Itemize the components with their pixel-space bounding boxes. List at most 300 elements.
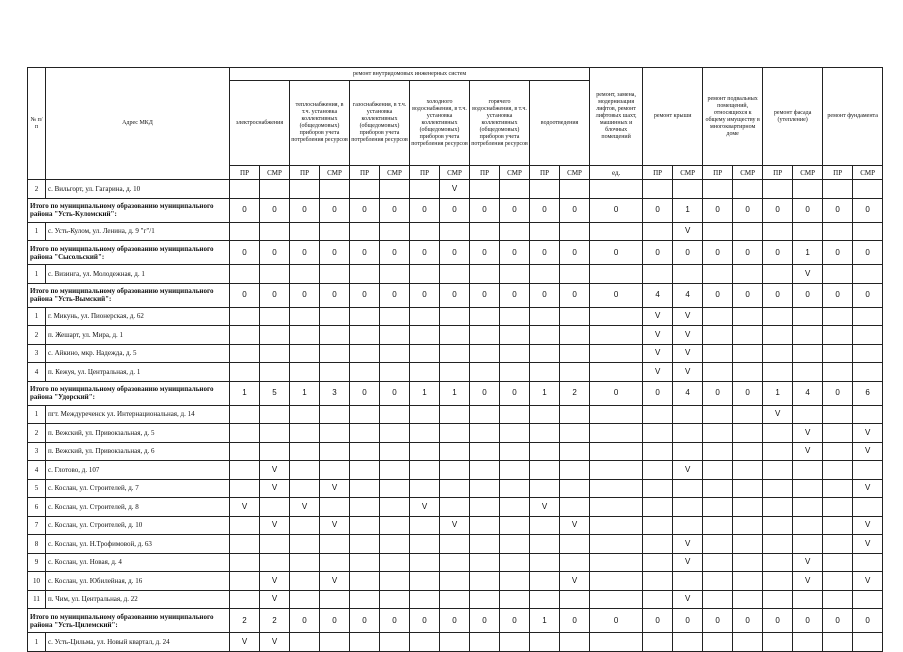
mark-cell: [733, 442, 763, 461]
mark-cell: [500, 498, 530, 517]
total-value-cell: 0: [673, 609, 703, 633]
mark-cell: [470, 405, 500, 424]
mark-cell: [530, 180, 560, 199]
mark-cell: [793, 633, 823, 652]
mark-cell: [500, 442, 530, 461]
mark-cell: [793, 222, 823, 241]
header-num: № п/п: [28, 68, 46, 180]
mark-cell: [673, 479, 703, 498]
mark-cell: [500, 553, 530, 572]
mark-cell: [470, 479, 500, 498]
mark-cell: [380, 180, 410, 199]
row-address: с. Кослан, ул. Строителей, д. 8: [46, 498, 230, 517]
total-value-cell: 1: [410, 381, 440, 405]
mark-cell: [350, 265, 380, 284]
mark-cell: [350, 498, 380, 517]
total-value-cell: 0: [500, 381, 530, 405]
mark-cell: [410, 307, 440, 326]
mark-cell: [763, 516, 793, 535]
total-value-cell: 0: [410, 283, 440, 307]
mark-cell: [560, 265, 590, 284]
mark-cell: [410, 590, 440, 609]
mark-cell: [350, 180, 380, 199]
total-value-cell: 0: [500, 198, 530, 222]
subheader-smr: СМР: [320, 166, 350, 180]
mark-cell: [260, 180, 290, 199]
total-value-cell: 0: [410, 241, 440, 265]
total-label: Итого по муниципальному образованию муниципального района "Сысольский":: [28, 241, 230, 265]
mark-cell: [793, 516, 823, 535]
row-number: 6: [28, 498, 46, 517]
mark-cell: [853, 222, 883, 241]
total-row: [28, 283, 883, 307]
mark-cell: [470, 516, 500, 535]
row-number: 3: [28, 442, 46, 461]
mark-cell: [380, 572, 410, 591]
mark-cell: [380, 590, 410, 609]
mark-cell: [470, 424, 500, 443]
mark-cell: [350, 424, 380, 443]
total-value-cell: 0: [643, 241, 673, 265]
mark-cell: [763, 363, 793, 382]
mark-cell: [733, 572, 763, 591]
mark-cell: [590, 222, 643, 241]
row-number: 9: [28, 553, 46, 572]
mark-cell: [763, 553, 793, 572]
total-value-cell: 0: [470, 609, 500, 633]
row-number: 1: [28, 307, 46, 326]
mark-cell: [793, 326, 823, 345]
total-value-cell: 0: [440, 198, 470, 222]
subheader-smr: СМР: [500, 166, 530, 180]
mark-cell: V: [230, 498, 260, 517]
total-value-cell: 0: [500, 241, 530, 265]
mark-cell: [733, 326, 763, 345]
mark-cell: [500, 633, 530, 652]
mark-cell: [793, 180, 823, 199]
mark-cell: [320, 498, 350, 517]
mark-cell: [320, 222, 350, 241]
mark-cell: [590, 442, 643, 461]
mark-cell: [793, 405, 823, 424]
total-value-cell: 0: [530, 241, 560, 265]
mark-cell: [290, 633, 320, 652]
total-value-cell: 0: [560, 241, 590, 265]
mark-cell: [290, 535, 320, 554]
total-value-cell: 0: [440, 609, 470, 633]
mark-cell: [793, 344, 823, 363]
row-number: 3: [28, 344, 46, 363]
row-number: 10: [28, 572, 46, 591]
mark-cell: V: [673, 222, 703, 241]
mark-cell: V: [440, 180, 470, 199]
total-value-cell: 0: [230, 241, 260, 265]
table-row: [28, 461, 883, 480]
mark-cell: [350, 307, 380, 326]
row-address: с. Кослан, ул. Строителей, д. 10: [46, 516, 230, 535]
mark-cell: V: [320, 516, 350, 535]
total-value-cell: 0: [290, 609, 320, 633]
total-value-cell: 0: [673, 241, 703, 265]
total-value-cell: 0: [350, 381, 380, 405]
mark-cell: [733, 553, 763, 572]
mark-cell: [823, 572, 853, 591]
mark-cell: V: [320, 572, 350, 591]
mark-cell: [733, 424, 763, 443]
total-value-cell: 1: [530, 381, 560, 405]
row-number: 2: [28, 326, 46, 345]
mark-cell: [380, 326, 410, 345]
mark-cell: V: [260, 633, 290, 652]
mark-cell: [230, 461, 260, 480]
total-value-cell: 0: [530, 198, 560, 222]
mark-cell: [290, 590, 320, 609]
mark-cell: [470, 363, 500, 382]
total-value-cell: 0: [763, 283, 793, 307]
mark-cell: [643, 535, 673, 554]
mark-cell: [470, 461, 500, 480]
mark-cell: V: [673, 553, 703, 572]
header-roof: ремонт крыши: [643, 68, 703, 166]
header-electricity: электроснабжения: [230, 81, 290, 166]
mark-cell: [260, 553, 290, 572]
mark-cell: [823, 180, 853, 199]
header-heating: теплоснабжения, в т.ч. установка коллективных (общедомовых) приборов учета потребления ресурсов: [290, 81, 350, 166]
mark-cell: [763, 633, 793, 652]
total-value-cell: 0: [853, 241, 883, 265]
total-value-cell: 1: [673, 198, 703, 222]
mark-cell: [380, 442, 410, 461]
mark-cell: V: [673, 344, 703, 363]
header-hot-water: горячего водоснабжения, в т.ч. установка коллективных (общедомовых) приборов учета потребления ресурсов: [470, 81, 530, 166]
mark-cell: [590, 479, 643, 498]
mark-cell: [230, 479, 260, 498]
mark-cell: [673, 516, 703, 535]
row-number: 1: [28, 265, 46, 284]
total-value-cell: 0: [260, 283, 290, 307]
mark-cell: [530, 326, 560, 345]
mark-cell: [643, 265, 673, 284]
mark-cell: [560, 307, 590, 326]
row-address: с. Кослан, ул. Н.Трофимовой, д. 63: [46, 535, 230, 554]
mark-cell: V: [793, 265, 823, 284]
mark-cell: [823, 363, 853, 382]
row-address: г. Микунь, ул. Пионерская, д. 62: [46, 307, 230, 326]
mark-cell: [440, 590, 470, 609]
mark-cell: [350, 405, 380, 424]
mark-cell: [763, 498, 793, 517]
mark-cell: [703, 180, 733, 199]
mark-cell: [410, 363, 440, 382]
mark-cell: [560, 479, 590, 498]
subheader-smr: СМР: [673, 166, 703, 180]
mark-cell: [590, 265, 643, 284]
mark-cell: [853, 590, 883, 609]
mark-cell: [380, 222, 410, 241]
row-number: 4: [28, 461, 46, 480]
mark-cell: [673, 498, 703, 517]
mark-cell: [530, 344, 560, 363]
mark-cell: [230, 424, 260, 443]
mark-cell: [703, 363, 733, 382]
mark-cell: [410, 572, 440, 591]
mark-cell: [440, 535, 470, 554]
mark-cell: [703, 590, 733, 609]
mark-cell: [643, 498, 673, 517]
mark-cell: [853, 405, 883, 424]
total-value-cell: 0: [470, 198, 500, 222]
mark-cell: [290, 222, 320, 241]
total-value-cell: 4: [643, 283, 673, 307]
total-value-cell: 1: [230, 381, 260, 405]
total-value-cell: 0: [733, 609, 763, 633]
mark-cell: [320, 535, 350, 554]
mark-cell: [320, 265, 350, 284]
mark-cell: [853, 265, 883, 284]
mark-cell: [440, 461, 470, 480]
mark-cell: [470, 265, 500, 284]
mark-cell: V: [560, 516, 590, 535]
header-engineering-systems: ремонт внутридомовых инженерных систем: [230, 68, 590, 81]
mark-cell: V: [530, 498, 560, 517]
mark-cell: [733, 461, 763, 480]
header-foundation: ремонт фундамента: [823, 68, 883, 166]
table-row: [28, 222, 883, 241]
header-facade: ремонт фасада (утепление): [763, 68, 823, 166]
mark-cell: [260, 265, 290, 284]
mark-cell: [230, 344, 260, 363]
mark-cell: [350, 363, 380, 382]
mark-cell: [823, 633, 853, 652]
mark-cell: [350, 442, 380, 461]
subheader-pr: ПР: [763, 166, 793, 180]
total-value-cell: 0: [380, 198, 410, 222]
subheader-pr: ПР: [230, 166, 260, 180]
total-value-cell: 0: [793, 198, 823, 222]
subheader-pr: ПР: [643, 166, 673, 180]
mark-cell: [500, 307, 530, 326]
mark-cell: [530, 516, 560, 535]
table-body: [28, 180, 883, 652]
row-address: с. Визинга, ул. Молодежная, д. 1: [46, 265, 230, 284]
total-label: Итого по муниципальному образованию муниципального района "Усть-Куломский":: [28, 198, 230, 222]
total-value-cell: 0: [260, 198, 290, 222]
mark-cell: [440, 265, 470, 284]
mark-cell: [500, 572, 530, 591]
mark-cell: [703, 572, 733, 591]
mark-cell: [703, 461, 733, 480]
row-address: с. Усть-Цильма, ул. Новый квартал, д. 24: [46, 633, 230, 652]
mark-cell: [853, 326, 883, 345]
mark-cell: [560, 498, 590, 517]
mark-cell: [590, 405, 643, 424]
mark-cell: [733, 344, 763, 363]
mark-cell: V: [793, 442, 823, 461]
table-row: [28, 180, 883, 199]
row-address: с. Кослан, ул. Юбилейная, д. 16: [46, 572, 230, 591]
mark-cell: V: [673, 590, 703, 609]
mark-cell: [380, 265, 410, 284]
row-number: 4: [28, 363, 46, 382]
mark-cell: [470, 326, 500, 345]
mark-cell: [230, 265, 260, 284]
row-number: 1: [28, 222, 46, 241]
mark-cell: [410, 516, 440, 535]
total-value-cell: 0: [823, 283, 853, 307]
mark-cell: [500, 265, 530, 284]
mark-cell: [500, 363, 530, 382]
mark-cell: V: [853, 572, 883, 591]
mark-cell: [590, 516, 643, 535]
mark-cell: V: [260, 461, 290, 480]
mark-cell: [290, 461, 320, 480]
mark-cell: [440, 633, 470, 652]
total-value-cell: 0: [763, 609, 793, 633]
table-row: [28, 442, 883, 461]
repair-program-table: [27, 67, 883, 652]
mark-cell: V: [853, 535, 883, 554]
total-value-cell: 0: [703, 609, 733, 633]
mark-cell: [733, 405, 763, 424]
subheader-pr: ПР: [470, 166, 500, 180]
table-row: [28, 498, 883, 517]
total-value-cell: 5: [260, 381, 290, 405]
mark-cell: [733, 516, 763, 535]
mark-cell: [590, 424, 643, 443]
row-address: п. Вежский, ул. Привокзальная, д. 5: [46, 424, 230, 443]
mark-cell: [733, 180, 763, 199]
mark-cell: [560, 633, 590, 652]
mark-cell: [590, 180, 643, 199]
mark-cell: V: [230, 633, 260, 652]
mark-cell: [763, 590, 793, 609]
mark-cell: [643, 424, 673, 443]
mark-cell: [470, 633, 500, 652]
mark-cell: [500, 424, 530, 443]
mark-cell: [703, 344, 733, 363]
mark-cell: [590, 590, 643, 609]
mark-cell: V: [560, 572, 590, 591]
total-row: [28, 381, 883, 405]
total-value-cell: 0: [643, 609, 673, 633]
mark-cell: [440, 424, 470, 443]
mark-cell: V: [673, 461, 703, 480]
mark-cell: [410, 442, 440, 461]
mark-cell: [350, 344, 380, 363]
mark-cell: [380, 535, 410, 554]
mark-cell: [500, 461, 530, 480]
mark-cell: [560, 590, 590, 609]
total-value-cell: 0: [350, 241, 380, 265]
table-row: [28, 424, 883, 443]
total-value-cell: 0: [470, 381, 500, 405]
total-value-cell: 0: [793, 609, 823, 633]
mark-cell: [530, 307, 560, 326]
mark-cell: [320, 405, 350, 424]
row-address: с. Усть-Кулом, ул. Ленина, д. 9 "г"/1: [46, 222, 230, 241]
mark-cell: [290, 424, 320, 443]
mark-cell: [470, 222, 500, 241]
header-drainage: водоотведения: [530, 81, 590, 166]
mark-cell: [470, 344, 500, 363]
mark-cell: V: [793, 424, 823, 443]
total-value-cell: 0: [853, 609, 883, 633]
mark-cell: [733, 222, 763, 241]
mark-cell: [470, 553, 500, 572]
mark-cell: [853, 498, 883, 517]
mark-cell: [763, 344, 793, 363]
mark-cell: [230, 535, 260, 554]
mark-cell: [793, 461, 823, 480]
mark-cell: [290, 516, 320, 535]
mark-cell: [643, 222, 673, 241]
mark-cell: [290, 553, 320, 572]
mark-cell: [823, 516, 853, 535]
total-value-cell: 0: [380, 283, 410, 307]
total-value-cell: 4: [673, 283, 703, 307]
mark-cell: [290, 479, 320, 498]
header-address: Адрес МКД: [46, 68, 230, 180]
mark-cell: [673, 633, 703, 652]
mark-cell: V: [440, 516, 470, 535]
mark-cell: [590, 535, 643, 554]
mark-cell: [763, 222, 793, 241]
mark-cell: [703, 326, 733, 345]
mark-cell: V: [410, 498, 440, 517]
mark-cell: [230, 572, 260, 591]
mark-cell: [703, 222, 733, 241]
mark-cell: [530, 572, 560, 591]
mark-cell: [793, 479, 823, 498]
total-value-cell: 0: [560, 609, 590, 633]
mark-cell: [260, 442, 290, 461]
mark-cell: [350, 461, 380, 480]
mark-cell: [230, 307, 260, 326]
mark-cell: [643, 405, 673, 424]
mark-cell: [530, 633, 560, 652]
mark-cell: [560, 363, 590, 382]
total-value-cell: 2: [230, 609, 260, 633]
mark-cell: [260, 424, 290, 443]
mark-cell: [560, 344, 590, 363]
total-value-cell: 0: [530, 283, 560, 307]
mark-cell: [320, 326, 350, 345]
total-value-cell: 0: [350, 609, 380, 633]
total-value-cell: 0: [590, 381, 643, 405]
total-value-cell: 0: [350, 283, 380, 307]
mark-cell: [673, 424, 703, 443]
subheader-smr: СМР: [380, 166, 410, 180]
table-row: [28, 307, 883, 326]
mark-cell: [440, 479, 470, 498]
mark-cell: [590, 307, 643, 326]
mark-cell: [350, 479, 380, 498]
mark-cell: [823, 479, 853, 498]
mark-cell: [763, 424, 793, 443]
total-value-cell: 0: [733, 198, 763, 222]
row-address: п. Кежуя, ул. Центральная, д. 1: [46, 363, 230, 382]
mark-cell: [733, 363, 763, 382]
mark-cell: [230, 405, 260, 424]
row-number: 8: [28, 535, 46, 554]
subheader-smr: СМР: [560, 166, 590, 180]
mark-cell: [500, 344, 530, 363]
mark-cell: [500, 516, 530, 535]
mark-cell: V: [793, 572, 823, 591]
mark-cell: V: [643, 326, 673, 345]
mark-cell: [673, 572, 703, 591]
mark-cell: [410, 344, 440, 363]
